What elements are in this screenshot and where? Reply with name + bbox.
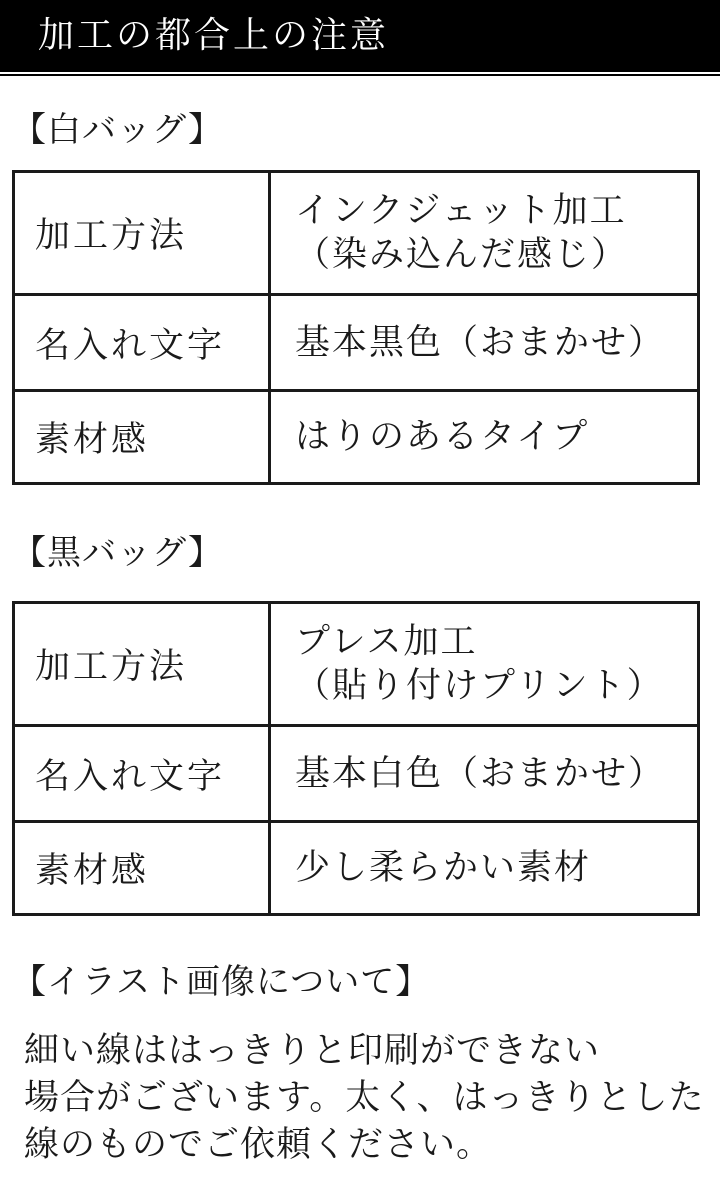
header-divider [0, 74, 720, 76]
row-label: 加工方法 [35, 647, 188, 687]
black-bag-heading: 【黒バッグ】 [12, 533, 224, 573]
table-row-name-text [15, 724, 697, 820]
row-value [295, 296, 665, 389]
row-value [295, 392, 589, 482]
table-row-material [15, 820, 697, 913]
illustration-heading: 【イラスト画像について】 [12, 962, 431, 1002]
page-title: 加工の都合上の注意 [38, 15, 390, 56]
white-bag-heading: 【白バッグ】 [12, 110, 224, 150]
note-line: 線のものでご依頼ください。 [24, 1125, 493, 1165]
page-header [0, 0, 720, 72]
value-line: はりのあるタイプ [295, 417, 590, 457]
table-row-name-text [15, 293, 697, 389]
note-line: 場合がございます。太く、はっきりとした [24, 1078, 705, 1118]
row-value [295, 173, 628, 293]
white-bag-spec-table [12, 170, 700, 485]
table-row-processing-method [15, 604, 697, 724]
table-row-material [15, 389, 697, 482]
note-line: 細い線ははっきりと印刷ができない [24, 1031, 601, 1071]
value-line: 基本黒色（おまかせ） [295, 322, 666, 363]
value-line: （染み込んだ感じ） [295, 235, 629, 275]
value-line: （貼り付けプリント） [295, 666, 664, 706]
value-line: 少し柔らかい素材 [295, 848, 592, 888]
row-value [295, 727, 665, 820]
table-row-processing-method [15, 173, 697, 293]
row-label: 加工方法 [35, 216, 188, 256]
row-label: 名入れ文字 [35, 756, 226, 797]
row-value [295, 604, 664, 724]
row-label: 素材感 [35, 851, 150, 891]
row-value [295, 823, 591, 913]
illustration-note [24, 1028, 714, 1169]
black-bag-spec-table [12, 601, 700, 916]
row-label: 名入れ文字 [35, 325, 226, 366]
value-line: インクジェット加工 [295, 191, 627, 231]
value-line: プレス加工 [295, 622, 478, 662]
row-label: 素材感 [35, 420, 150, 460]
value-line: 基本白色（おまかせ） [295, 753, 666, 794]
